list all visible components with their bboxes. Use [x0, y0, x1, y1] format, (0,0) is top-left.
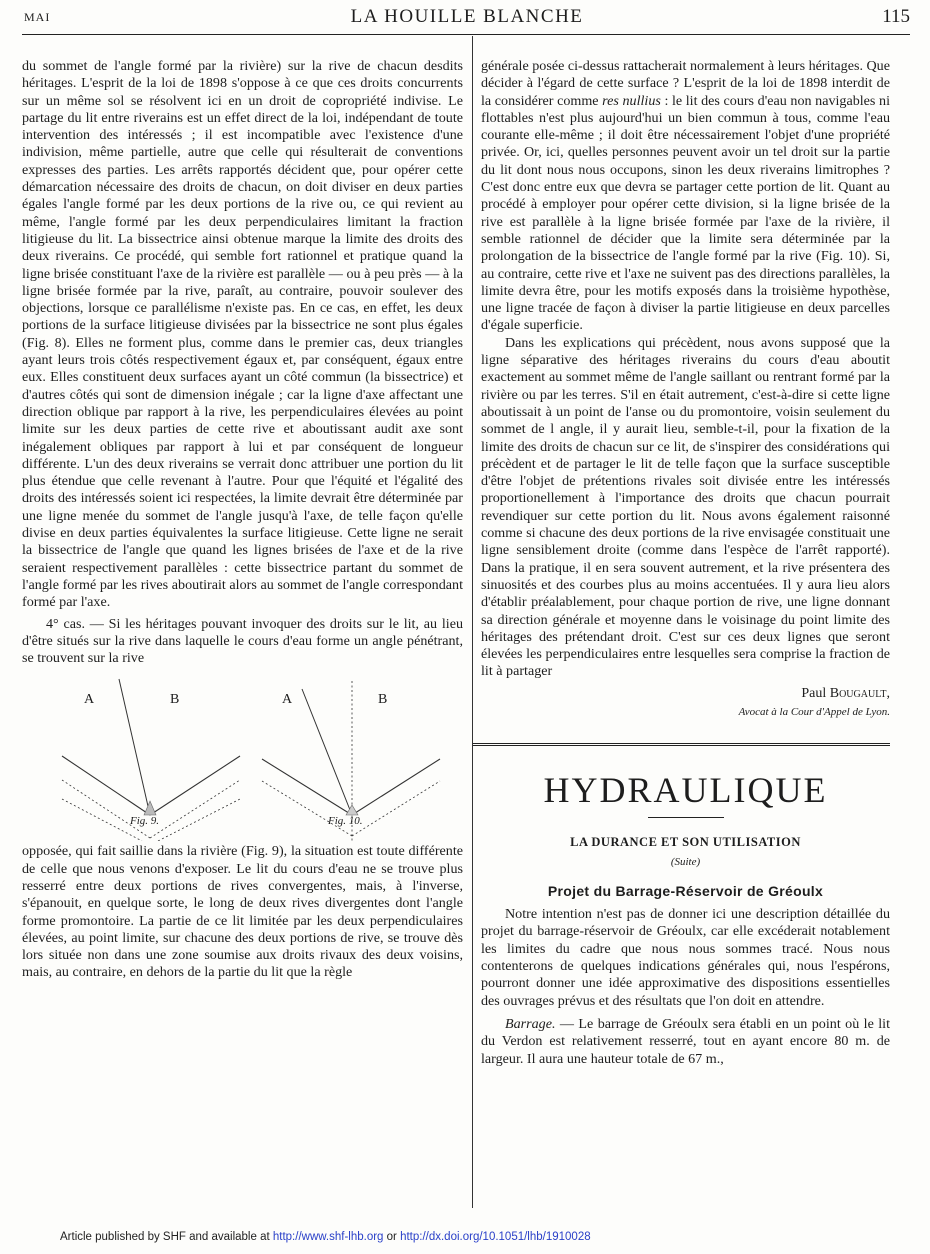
text-run: : le lit des cours d'eau non navigables ni flottables n'est plus aujourd'hui un bien commun à tous, comme l'eau courante elle-même ; il doit être nécessairement l'objet d'une propriété privée. Or, ici, quelles personnes peuvent avoir un tel droit sur la partie du lit dont nous nous occupons, sinon les deux riverains limitrophes ? C'est donc entre eux que devra se partager cette portion de lit. Quant au procédé à employer pour opérer cette division, si la ligne brisée de la rive est parallèle à la ligne brisée formée par l'axe de la rivière, il semble rationnel de décider que la limite sera déterminée par la prolongation de la bissectrice de l'angle formé par la rive (Fig. 10). Si, au contraire, cette rive et l'axe ne suivent pas des directions parallèles, la limite devra être, pour les motifs exposés dans la troisième hypothèse, une ligne tracée de façon à diviser la partie litigieuse en deux parcelles d'égale superficie. [481, 92, 890, 334]
section-title: HYDRAULIQUE [543, 770, 828, 811]
header-month: MAI [24, 10, 51, 24]
paragraph: Notre intention n'est pas de donner ici une description détaillée du projet du barrage-réservoir de Gréoulx, car elle excéderait notablement les limites du cadre que nous nous sommes tracé. Nous nous contenterons de quelques indications générales qui, nous l'espérons, pourront donner une idée approximative des dispositions essentielles des ouvrages prévus et des résultats que l'on doit en attendre. [481, 906, 890, 1009]
fig10-caption: Fig. 10. [328, 815, 363, 828]
text-run: générale posée ci-dessus rattacherait normalement à leurs héritages. Que décider à l'égard de cette surface ? L'esprit de la loi de 1898 interdit de la considérer comme [481, 58, 890, 109]
footer-text: or [383, 1231, 401, 1243]
latin-term: res nullius [602, 92, 661, 109]
limit-line [302, 689, 352, 815]
author-last-name: Bougault, [829, 685, 890, 701]
paragraph [481, 58, 890, 335]
article-suite: (Suite) [670, 855, 701, 868]
axis-line-right [352, 781, 440, 836]
column-divider [472, 36, 473, 1208]
fig9-label-b: B [170, 692, 180, 708]
title-rule [648, 817, 724, 818]
fig10-label-a: A [282, 692, 293, 708]
right-column [481, 58, 890, 1068]
axis-line-right-2 [158, 799, 240, 841]
left-column [22, 58, 463, 982]
fig10-label-b: B [378, 692, 388, 708]
run-in-heading: Barrage. [505, 1015, 556, 1032]
doi-link[interactable]: http://dx.doi.org/10.1051/lhb/1910028 [400, 1231, 591, 1243]
rive-line-right [352, 759, 440, 815]
axis-line-right [150, 780, 240, 838]
paragraph [481, 1016, 890, 1068]
page-footer [60, 1231, 591, 1243]
author-affiliation: Avocat à la Cour d'Appel de Lyon. [738, 705, 890, 718]
page-header [24, 6, 910, 28]
rive-line-left [262, 759, 352, 815]
journal-title: LA HOUILLE BLANCHE [350, 6, 584, 27]
section-separator [473, 743, 890, 746]
text-run: — Le barrage de Gréoulx sera établi en un point où le lit du Verdon est relativement resserré, tout en ayant encore 80 m. de largeur. Il aura une hauteur totale de 67 m., [481, 1015, 890, 1067]
paragraph: 4° cas. — Si les héritages pouvant invoquer des droits sur le lit, au lieu d'être situés sur la rive dans laquelle le cours d'eau forme un angle pénétrant, se trouvent sur la rive [22, 615, 463, 667]
article-title: LA DURANCE ET SON UTILISATION [570, 835, 801, 850]
header-rule [22, 34, 910, 35]
shf-link[interactable]: http://www.shf-lhb.org [272, 1231, 384, 1243]
page-number: 115 [882, 6, 910, 27]
fig9-caption: Fig. 9. [130, 815, 160, 828]
paragraph: Dans les explications qui précèdent, nous avons supposé que la ligne séparative des héritages riverains du cours d'eau aboutit exactement au sommet même de l'angle saillant ou rentrant formé par la rivière ou par les terres. S'il en était autrement, c'est-à-dire si cette ligne aboutissait à un point de l'anse ou du promontoire, voisin seulement du sommet de l angle, il y aurait lieu, semble-t-il, pour la fixation de la limite des droits de chacun sur ce lit, de s'inspirer des considérations qui précèdent et de partager le lit de telle façon que la surface susceptible d'être l'objet de prétentions rivales soit divisée entre les intéressés proportionellement à l'importance des droits que chacun pourrait revendiquer sur cette portion du lit. Nous avons également raisonné comme si chacune des deux portions de la rive envisagée constituait une ligne sensiblement droite (comme dans l'espèce de l'arrêt rapporté). Dans la pratique, il en sera souvent autrement, et la rive présentera des sinuosités et des courbes plus au moins accentuées. Il y aura lieu alors d'établir préalablement, pour chaque portion de rive, une ligne donnant sa direction générale et moyenne dans le voisinage du point limite des héritages des prétendant droit. C'est sur ces deux lignes que seront élevées les perpendiculaires entre lesquelles sera comprise la fraction de lit à partager [481, 334, 890, 680]
limit-line [119, 679, 150, 815]
article-subheading: Projet du Barrage-Réservoir de Gréoulx [547, 882, 824, 899]
paragraph: du sommet de l'angle formé par la rivière) sur la rive de chacun desdits héritages. L'esprit de la loi de 1898 s'oppose à ce que ces droits concurrents sur un même sol se résolvent ici en un droit de copropriété indivise. Le partage du lit entre riverains est un effet direct de la loi, indépendant de toute intervention des intéressés ; il est incompatible avec l'existence d'une indivision, même partielle, autre que celle qui résulterait de conventions expresses des parties. Les arrêts rapportés décident que, pour opérer cette démarcation nécessaire des droits de chacun, on doit diviser en deux parties égales l'angle formé par les deux portions de la rive ou, ce qui revient au même, l'angle formé par les deux perpendiculaires limitant la fraction litigieuse du lit. La bissectrice ainsi obtenue marque la limite des droits des deux riverains. Ce procédé, qui semble fort rationnel et pratique quand la ligne brisée constituant l'axe de la rivière est parallèle — ou à peu près — à la ligne brisée formée par la rive, paraît, au contraire, pouvoir soulever des objections, lorsque ce parallélisme n'existe pas. En ce cas, en effet, les deux portions de la surface litigieuse divisées par la bissectrice ne sont plus égales (Fig. 8). Elles ne forment plus, comme dans le premier cas, deux triangles ayant leurs trois côtés respectivement égaux et, par conséquent, égaux entre eux. Elles constituent deux surfaces ayant un côté commun (la bissectrice) et d'autres côtés qui sont de dimension inégale ; car la ligne d'axe affectant une direction oblique par rapport à la rive, les perpendiculaires élevées au point limite sur les deux parties de cette rive et aboutissant audit axe sont inégalement obliques par rapport à lui et par conséquent de longueur différente. L'un des deux riverains se verrait donc attribuer une portion du lit plus étendue que celle revenant à l'autre. Pour que l'équité et l'égalité des droits des intéressés soient ici respectées, la limite devrait être déterminée par une ligne menée du sommet de l'angle jusqu'à l'axe, de telle façon qu'elle divise en deux parties équivalentes la surface litigieuse. Cette ligne ne serait la bissectrice de l'angle que quand les lignes brisées de l'axe et de la rive seraient respectivement parallèles : cette bissectrice partant du sommet de l'angle formé par les rives aboutirait alors au sommet de l'angle correspondant formé par l'axe. [22, 58, 463, 611]
author-first-name: Paul [801, 685, 830, 701]
paragraph: opposée, qui fait saillie dans la rivière (Fig. 9), la situation est toute différente de celle que nous venons d'exposer. Le lit du cours d'eau ne se trouve plus resserré entre deux portions de rives convergentes, mais, à l'inverse, s'épanouit, en quelque sorte, le long de deux rives divergentes dont l'angle forme promontoire. La partie de ce lit limitée par les deux perpendiculaires élevées, au point limite, sur chacune des deux portions de rive, se trouve dès lors située non dans une zone soumise aux droits rivaux des deux voisins, mais, au contraire, en dehors de la partie du lit que la règle [22, 843, 463, 981]
fig9-label-a: A [84, 692, 95, 708]
footer-text: Article published by SHF and available at [60, 1231, 273, 1243]
figures [22, 671, 463, 841]
author-signature [481, 685, 890, 702]
